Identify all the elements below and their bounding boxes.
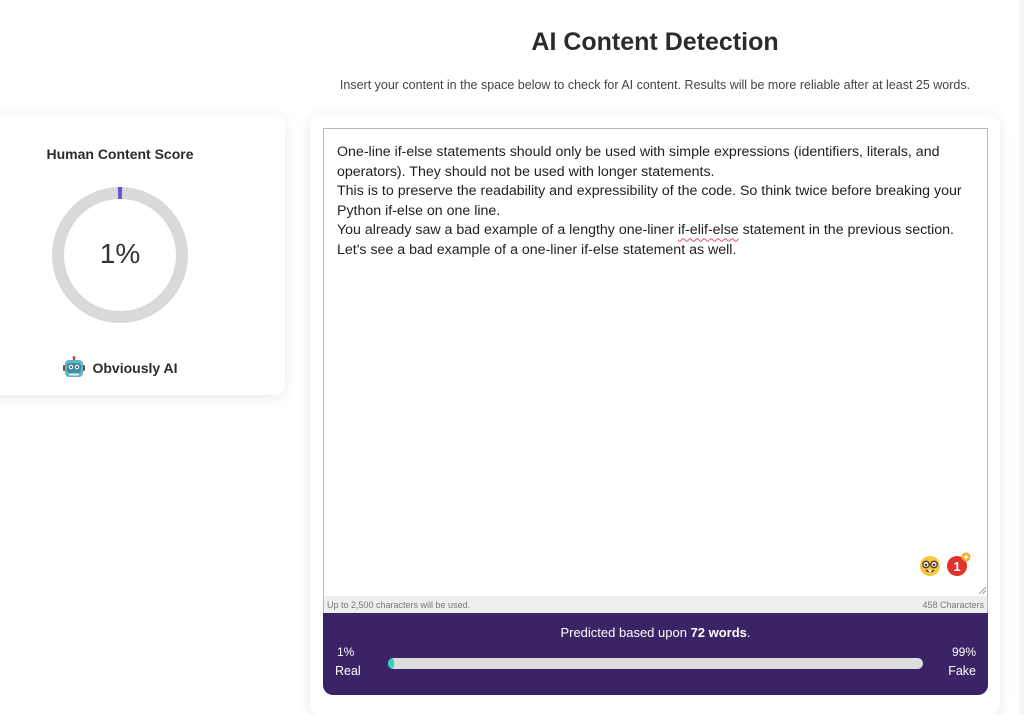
text-line: Let's see a bad example of a one-liner if-else statement as well. xyxy=(337,241,737,258)
text-line: You already saw a bad example of a lengthy one-liner if-elif-else statement in the previous section. xyxy=(337,222,954,239)
scrollbar-track[interactable] xyxy=(1019,0,1024,715)
verdict xyxy=(20,356,220,380)
notification-badge[interactable] xyxy=(946,552,972,578)
robot-icon xyxy=(62,356,86,380)
notification-count: 1 xyxy=(953,559,961,574)
result-panel xyxy=(323,613,988,695)
character-limit-note: Up to 2,500 characters will be used. xyxy=(327,599,471,610)
real-label: Real xyxy=(335,664,361,678)
character-count: 458 Characters xyxy=(922,599,984,610)
alert-badge-icon xyxy=(946,552,972,578)
editor-meta-bar xyxy=(323,596,988,613)
spellcheck-flagged-word[interactable]: if-elif-else xyxy=(677,222,739,239)
text-line: This is to preserve the readability and expressibility of the code. So think twice before breaking your Python if-else on one line. xyxy=(337,183,962,219)
progress-fill xyxy=(388,658,394,669)
prediction-summary: Predicted based upon 72 words. xyxy=(560,625,751,640)
real-fake-progress-bar xyxy=(388,658,923,669)
resize-handle[interactable] xyxy=(977,585,987,595)
verdict-label: Obviously AI xyxy=(92,360,178,376)
text-line: One-line if-else statements should only be used with simple expressions (identifiers, literals, and operators). They should not be used with longer statements. xyxy=(337,144,940,180)
fake-label: Fake xyxy=(948,664,976,678)
score-value: 1% xyxy=(99,238,141,269)
page-subtitle: Insert your content in the space below to check for AI content. Results will be more reliable after at least 25 words. xyxy=(339,78,971,92)
content-textarea[interactable] xyxy=(323,128,988,596)
word-count: 72 words xyxy=(690,625,747,640)
nerd-face-icon[interactable] xyxy=(919,555,941,577)
real-percentage: 1% xyxy=(337,645,355,659)
fake-percentage: 99% xyxy=(951,645,976,659)
page-title: AI Content Detection xyxy=(531,28,779,56)
score-title: Human Content Score xyxy=(46,146,194,162)
